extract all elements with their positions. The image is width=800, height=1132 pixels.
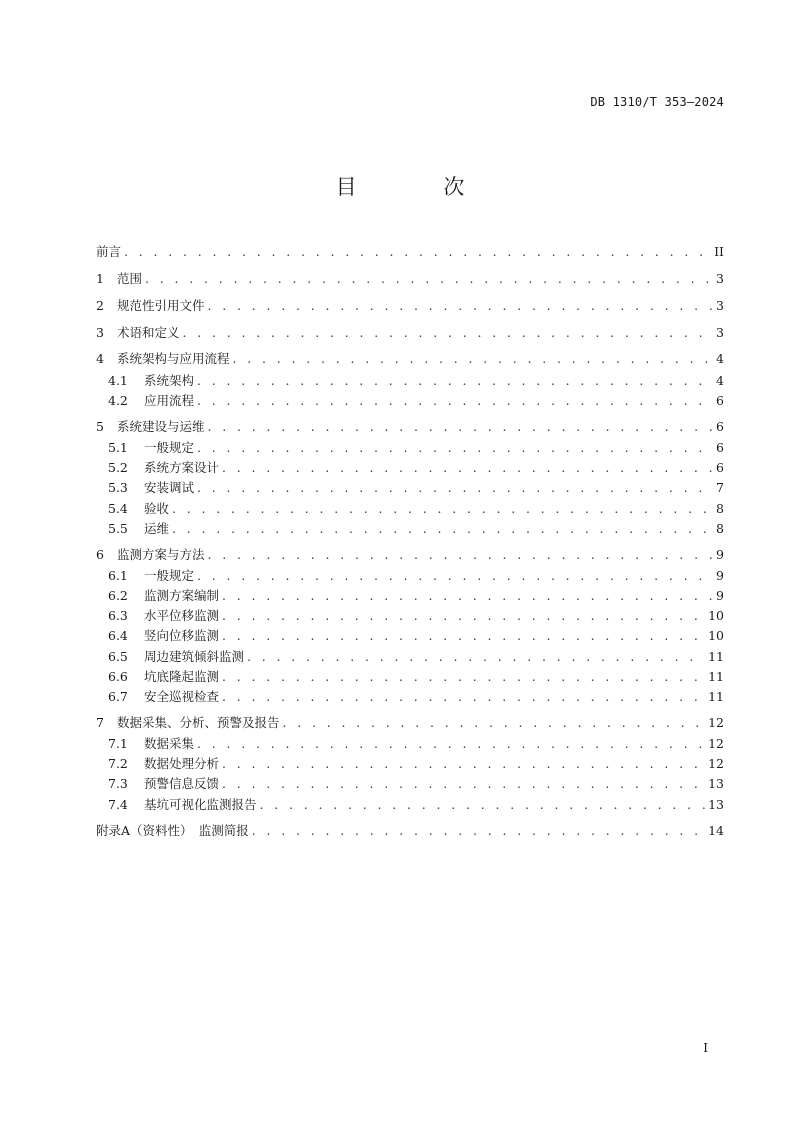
document-code: DB 1310/T 353—2024	[590, 95, 724, 109]
toc-entry-page: 3	[716, 325, 724, 340]
toc-leader-dots	[183, 324, 714, 342]
toc-entry[interactable]	[96, 324, 724, 342]
toc-leader-dots	[222, 587, 713, 605]
toc-entry-number: 5.4	[108, 501, 128, 516]
toc-entry-label: 数据采集	[144, 736, 195, 751]
toc-entry-label: 一般规定	[144, 568, 195, 583]
toc-leader-dots	[145, 270, 713, 288]
toc-entry-label: 应用流程	[144, 393, 195, 408]
toc-leader-dots	[197, 392, 713, 410]
toc-entry[interactable]	[96, 668, 724, 686]
toc-entry[interactable]	[96, 567, 724, 585]
toc-leader-dots	[222, 755, 705, 773]
toc-entry-number: 7.2	[108, 756, 128, 771]
toc-entry-label: 竖向位移监测	[144, 628, 220, 643]
toc-entry-label: 系统架构	[144, 373, 195, 388]
toc-entry-label: 预警信息反馈	[144, 776, 220, 791]
toc-entry-number: 4	[96, 351, 104, 366]
toc-leader-dots	[197, 567, 713, 585]
toc-entry-number: 5.1	[108, 440, 128, 455]
toc-entry[interactable]	[96, 350, 724, 368]
toc-entry-page: 6	[716, 393, 724, 408]
toc-leader-dots	[197, 439, 713, 457]
toc-entry-page: 6	[716, 440, 724, 455]
toc-entry-label: 运维	[144, 521, 170, 536]
toc-entry-page: 6	[716, 419, 724, 434]
toc-entry-number: 6.6	[108, 669, 128, 684]
toc-entry-number: 4.2	[108, 393, 128, 408]
toc-entry-number: 7.4	[108, 797, 128, 812]
toc-entry-number: 2	[96, 298, 104, 313]
toc-leader-dots	[222, 668, 705, 686]
toc-entry-label: 数据处理分析	[144, 756, 220, 771]
toc-entry-number: 5.2	[108, 460, 128, 475]
toc-entry[interactable]	[96, 297, 724, 315]
toc-entry[interactable]	[96, 520, 724, 538]
toc-entry-number: 6	[96, 547, 104, 562]
toc-leader-dots	[208, 418, 714, 436]
toc-entry-page: 8	[716, 501, 724, 516]
toc-entry-number: 6.2	[108, 588, 128, 603]
toc-entry-label: 范围	[117, 271, 143, 286]
toc-entry-label: 系统架构与应用流程	[117, 351, 230, 366]
toc-entry-page: 13	[708, 797, 724, 812]
toc-leader-dots	[222, 688, 705, 706]
toc-entry-page: II	[714, 244, 724, 259]
footer-page-number: I	[703, 1041, 708, 1055]
toc-entry[interactable]	[96, 459, 724, 477]
toc-entry[interactable]	[96, 648, 724, 666]
toc-entry[interactable]	[96, 755, 724, 773]
toc-entry[interactable]	[96, 607, 724, 625]
toc-leader-dots	[124, 243, 711, 261]
toc-entry-label: 一般规定	[144, 440, 195, 455]
toc-entry-number: 7.3	[108, 776, 128, 791]
toc-entry-page: 10	[708, 628, 724, 643]
toc-entry-label: 术语和定义	[117, 325, 180, 340]
toc-entry[interactable]	[96, 479, 724, 497]
toc-entry-number: 5.5	[108, 521, 128, 536]
toc-entry[interactable]	[96, 735, 724, 753]
toc-entry-number: 5	[96, 419, 104, 434]
page-title: 目 次	[335, 175, 505, 199]
toc-entry-label: 前言	[96, 244, 122, 259]
toc-entry[interactable]	[96, 546, 724, 564]
toc-entry[interactable]	[96, 822, 724, 840]
toc-entry-number: 7	[96, 715, 104, 730]
toc-leader-dots	[260, 796, 706, 814]
toc-leader-dots	[222, 627, 705, 645]
toc-entry-page: 9	[716, 588, 724, 603]
toc-entry-number: 1	[96, 271, 104, 286]
toc-leader-dots	[222, 607, 705, 625]
toc-entry-label: 安全巡视检查	[144, 689, 220, 704]
toc-entry-label: 监测方案编制	[144, 588, 220, 603]
toc-entry-label: 安装调试	[144, 480, 195, 495]
toc-entry[interactable]	[96, 714, 724, 732]
toc-entry-page: 3	[716, 298, 724, 313]
toc-entry-label: 监测方案与方法	[117, 547, 205, 562]
toc-entry-label: 验收	[144, 501, 170, 516]
toc-entry-page: 10	[708, 608, 724, 623]
toc-entry-label: 规范性引用文件	[117, 298, 205, 313]
toc-entry-page: 11	[708, 689, 724, 704]
toc-entry-label: 基坑可视化监测报告	[144, 797, 257, 812]
toc-leader-dots	[233, 350, 714, 368]
toc-entry-page: 4	[716, 373, 724, 388]
toc-entry[interactable]	[96, 418, 724, 436]
toc-leader-dots	[208, 297, 714, 315]
toc-entry-number: 6.1	[108, 568, 128, 583]
toc-entry-number: 5.3	[108, 480, 128, 495]
toc-entry-label: 周边建筑倾斜监测	[144, 649, 245, 664]
toc-entry-label: 系统建设与运维	[117, 419, 205, 434]
toc-entry-page: 12	[708, 736, 724, 751]
toc-entry-number: 4.1	[108, 373, 128, 388]
toc-entry-label: 数据采集、分析、预警及报告	[117, 715, 280, 730]
toc-entry-number: 7.1	[108, 736, 128, 751]
toc-entry-number: 3	[96, 325, 104, 340]
toc-entry-page: 11	[708, 669, 724, 684]
toc-entry-page: 14	[708, 823, 724, 838]
toc-entry-number: 6.3	[108, 608, 128, 623]
toc-entry-page: 13	[708, 776, 724, 791]
toc-entry-page: 12	[708, 756, 724, 771]
toc-leader-dots	[247, 648, 705, 666]
toc-entry[interactable]	[96, 796, 724, 814]
toc-entry-page: 9	[716, 568, 724, 583]
toc-entry-page: 6	[716, 460, 724, 475]
toc-leader-dots	[283, 714, 706, 732]
toc-leader-dots	[222, 775, 705, 793]
toc-entry-page: 3	[716, 271, 724, 286]
toc-entry-label: 附录A（资料性） 监测简报	[96, 823, 249, 838]
toc-entry[interactable]	[96, 372, 724, 390]
toc-entry[interactable]	[96, 500, 724, 518]
toc-entry[interactable]	[96, 627, 724, 645]
toc-entry-number: 6.5	[108, 649, 128, 664]
toc-entry-number: 6.4	[108, 628, 128, 643]
toc-entry-label: 坑底隆起监测	[144, 669, 220, 684]
toc-entry-page: 12	[708, 715, 724, 730]
toc-leader-dots	[172, 500, 713, 518]
toc-entry[interactable]	[96, 775, 724, 793]
toc-entry-page: 9	[716, 547, 724, 562]
toc-entry[interactable]	[96, 392, 724, 410]
toc-entry-page: 11	[708, 649, 724, 664]
toc-entry-number: 6.7	[108, 689, 128, 704]
toc-entry-label: 水平位移监测	[144, 608, 220, 623]
toc-entry-label: 系统方案设计	[144, 460, 220, 475]
toc-leader-dots	[208, 546, 714, 564]
toc-leader-dots	[197, 372, 713, 390]
toc-leader-dots	[222, 459, 713, 477]
toc-entry[interactable]	[96, 439, 724, 457]
toc-entry-page: 4	[716, 351, 724, 366]
toc-entry-page: 7	[716, 480, 724, 495]
toc-entry[interactable]	[96, 243, 724, 261]
toc-leader-dots	[197, 479, 713, 497]
toc-entry[interactable]	[96, 270, 724, 288]
toc-entry[interactable]	[96, 688, 724, 706]
toc-leader-dots	[252, 822, 705, 840]
toc-leader-dots	[197, 735, 705, 753]
toc-entry[interactable]	[96, 587, 724, 605]
toc-leader-dots	[172, 520, 713, 538]
toc-entry-page: 8	[716, 521, 724, 536]
